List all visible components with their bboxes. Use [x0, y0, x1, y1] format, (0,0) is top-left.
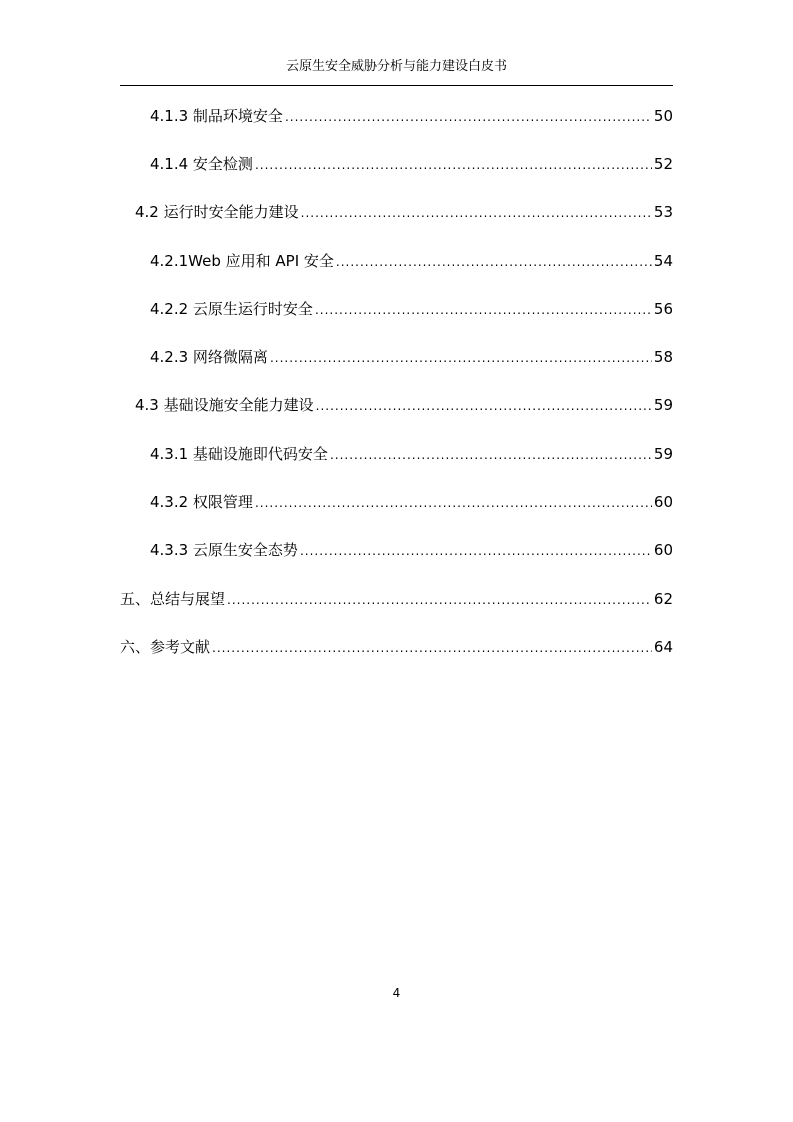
- toc-entry-page: 53: [653, 203, 673, 221]
- toc-dot-leader: [315, 300, 652, 320]
- toc-entry-4-2[interactable]: [135, 202, 673, 223]
- toc-dot-leader: [285, 107, 652, 127]
- toc-entry-page: 64: [653, 638, 673, 656]
- toc-entry-4-3-1[interactable]: [150, 444, 673, 465]
- toc-entry-4-2-2[interactable]: [150, 299, 673, 320]
- toc-entry-page: 56: [653, 300, 673, 318]
- toc-entry-title: 4.3.2 权限管理: [150, 493, 253, 511]
- toc-entry-title: 五、总结与展望: [120, 590, 226, 608]
- toc-entry-title: 4.2.3 网络微隔离: [150, 348, 268, 366]
- toc-dot-leader: [255, 155, 652, 175]
- toc-entry-page: 52: [653, 155, 673, 173]
- toc-entry-4-3-2[interactable]: [150, 492, 673, 513]
- toc-entry-title: 六、参考文献: [120, 638, 211, 656]
- toc-dot-leader: [316, 396, 652, 416]
- toc-entry-page: 58: [653, 348, 673, 366]
- toc-entry-page: 60: [653, 541, 673, 559]
- running-header: 云原生安全威胁分析与能力建设白皮书: [285, 59, 507, 74]
- toc-dot-leader: [227, 590, 652, 610]
- toc-dot-leader: [330, 445, 652, 465]
- toc-entry-chapter-6[interactable]: [120, 637, 673, 658]
- toc-entry-page: 62: [653, 590, 673, 608]
- toc-entry-4-3[interactable]: [135, 395, 673, 416]
- toc-entry-page: 50: [653, 107, 673, 125]
- toc-entry-page: 59: [653, 445, 673, 463]
- toc-dot-leader: [336, 252, 652, 272]
- toc-entry-4-2-3[interactable]: [150, 347, 673, 368]
- toc-entry-4-2-1[interactable]: [150, 251, 673, 272]
- toc-entry-title: 4.2.1Web 应用和 API 安全: [150, 252, 334, 270]
- toc-entry-title: 4.3 基础设施安全能力建设: [135, 396, 314, 414]
- toc-dot-leader: [255, 493, 652, 513]
- toc-dot-leader: [212, 638, 652, 658]
- toc-entry-page: 59: [653, 396, 673, 414]
- header-divider: [120, 85, 673, 86]
- toc-dot-leader: [301, 203, 652, 223]
- toc-entry-page: 60: [653, 493, 673, 511]
- toc-entry-title: 4.2 运行时安全能力建设: [135, 203, 299, 221]
- toc-entry-title: 4.1.3 制品环境安全: [150, 107, 283, 125]
- toc-entry-4-3-3[interactable]: [150, 540, 673, 561]
- toc-entry-title: 4.1.4 安全检测: [150, 155, 253, 173]
- toc-entry-chapter-5[interactable]: [120, 589, 673, 610]
- page-number: 4: [392, 986, 401, 1000]
- toc-entry-4-1-4[interactable]: [150, 154, 673, 175]
- toc-dot-leader: [300, 541, 652, 561]
- toc-dot-leader: [270, 348, 652, 368]
- toc-entry-4-1-3[interactable]: [150, 106, 673, 127]
- toc-entry-page: 54: [653, 252, 673, 270]
- toc-entry-title: 4.3.1 基础设施即代码安全: [150, 445, 328, 463]
- toc-entry-title: 4.3.3 云原生安全态势: [150, 541, 298, 559]
- toc-entry-title: 4.2.2 云原生运行时安全: [150, 300, 313, 318]
